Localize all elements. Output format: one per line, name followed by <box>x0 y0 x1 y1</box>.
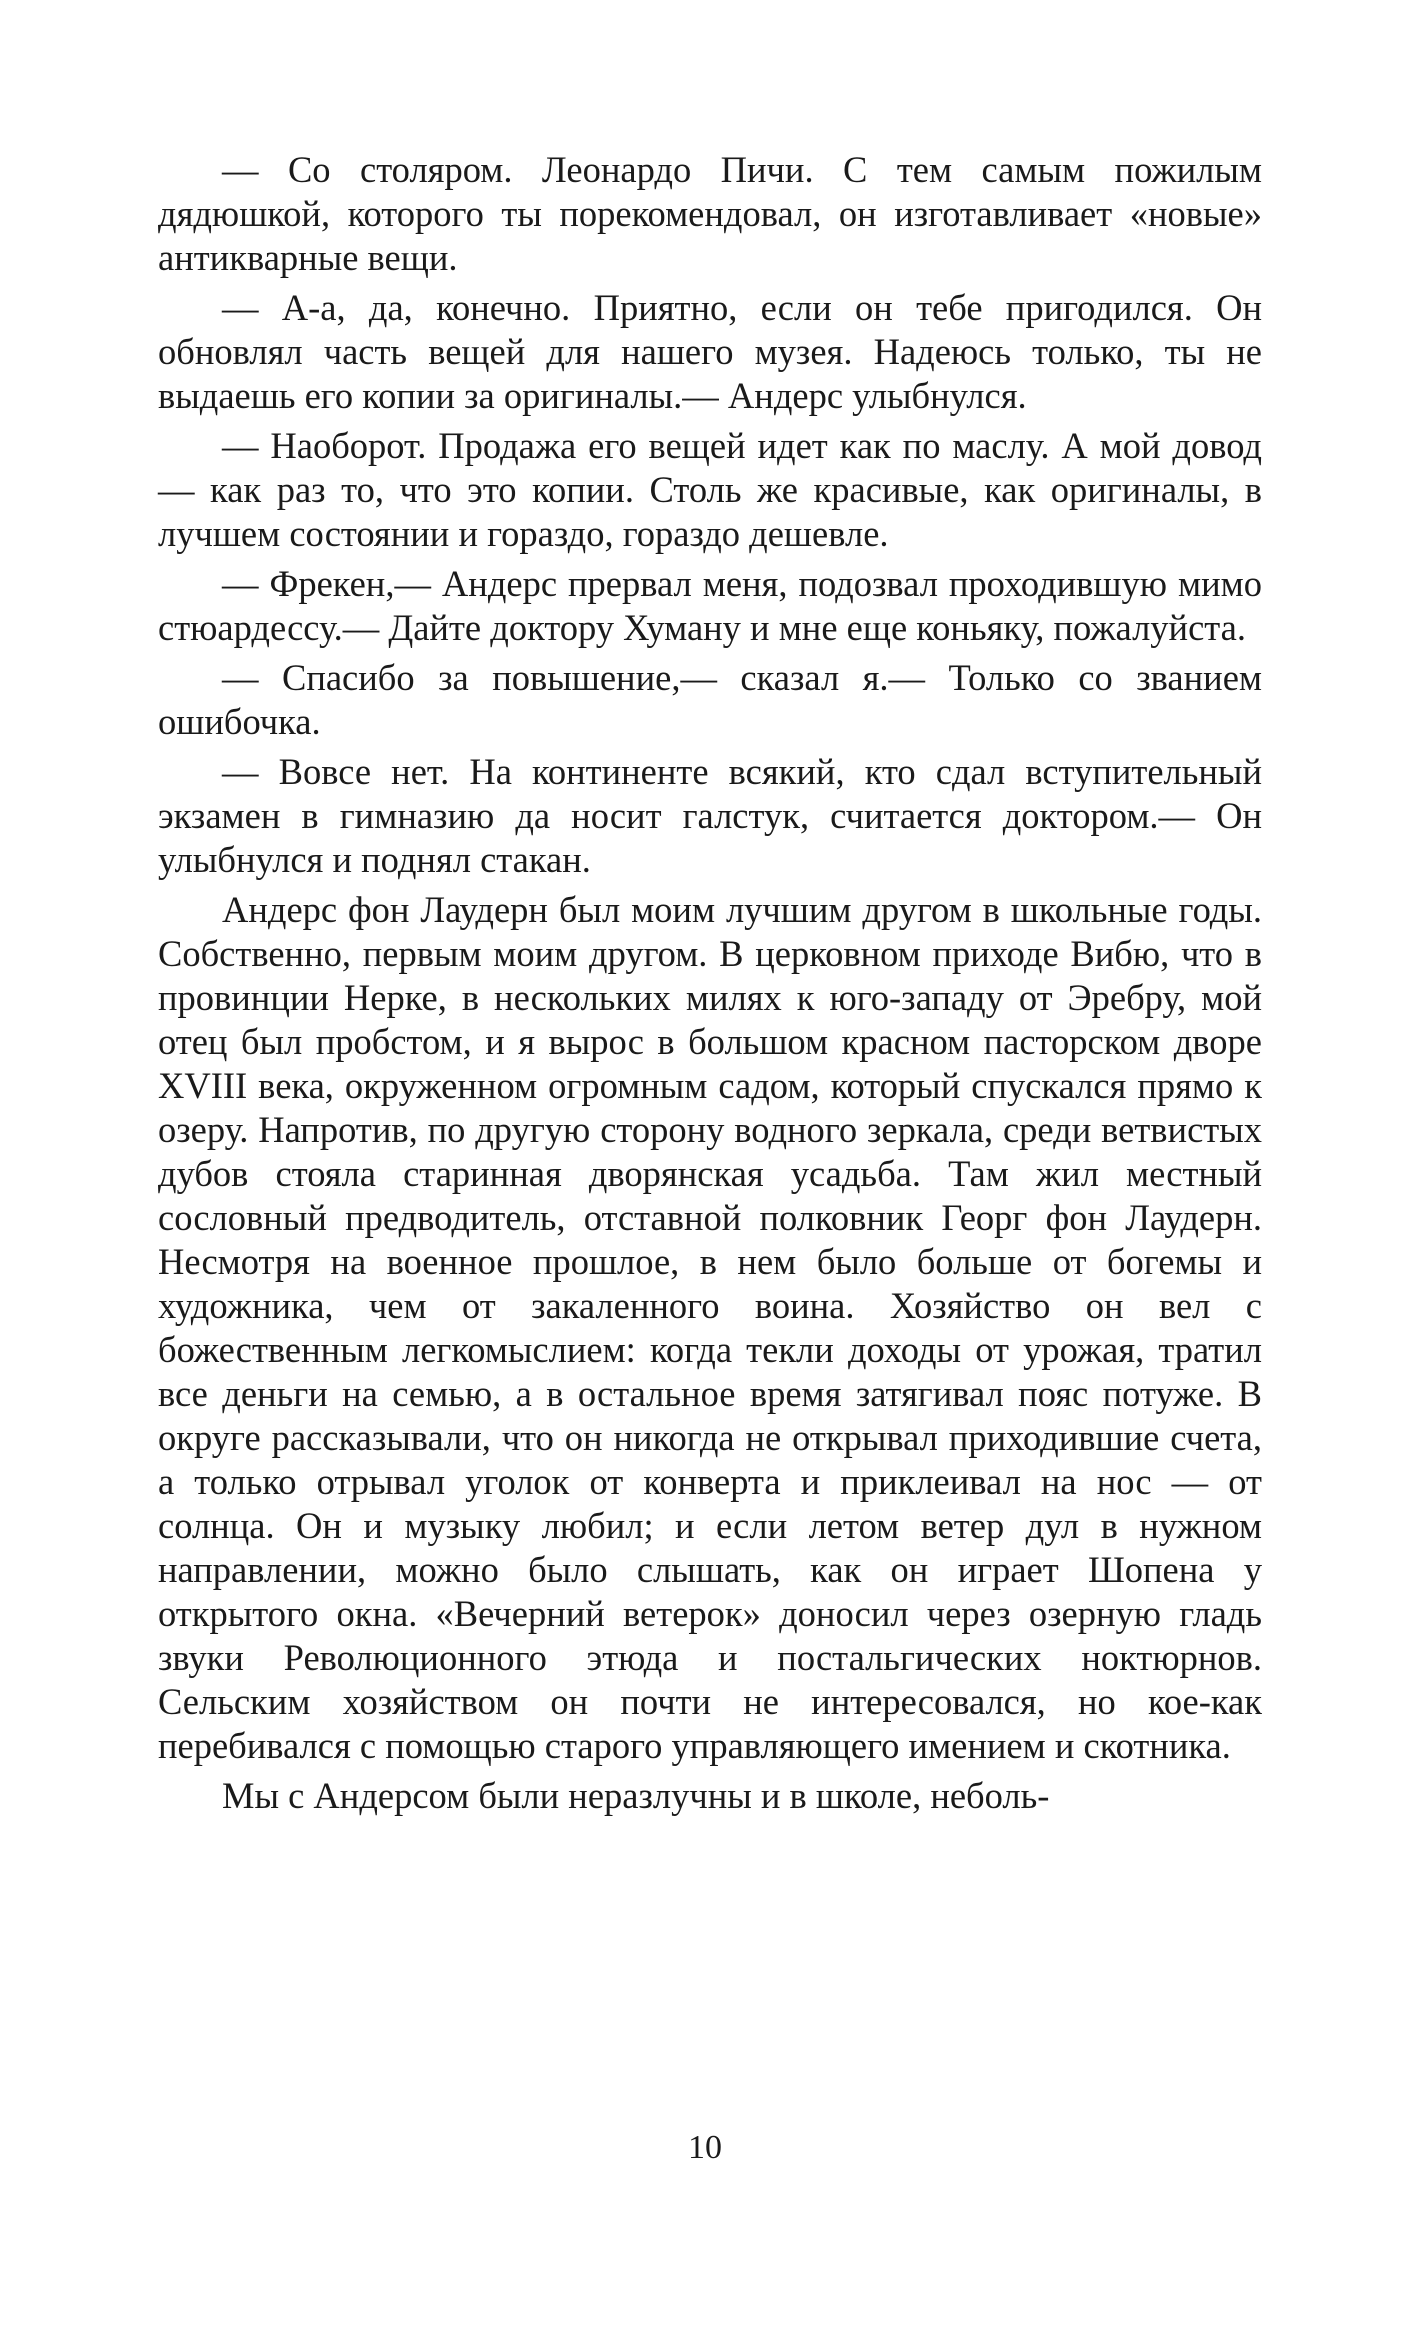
body-text <box>158 148 1262 1824</box>
paragraph-7: Андерс фон Лаудерн был моим лучшим другом в школьные годы. Собственно, первым моим другом. В церковном приходе Вибю, что в провинции Нерке, в нескольких милях к юго-западу от Эребру, мой отец был пробстом, и я вырос в большом красном пасторском дворе XVIII века, окруженном огромным садом, который спускался прямо к озеру. Напротив, по другую сторону водного зеркала, среди ветвистых дубов стояла старинная дворянская усадьба. Там жил местный сословный предводитель, отставной полковник Георг фон Лаудерн. Несмотря на военное прошлое, в нем было больше от богемы и художника, чем от закаленного воина. Хозяйство он вел с божественным легкомыслием: когда текли доходы от урожая, тратил все деньги на семью, а в остальное время затягивал пояс потуже. В округе рассказывали, что он никогда не открывал приходившие счета, а только отрывал уголок от конверта и приклеивал на нос — от солнца. Он и музыку любил; и если летом ветер дул в нужном направлении, можно было слышать, как он играет Шопена у открытого окна. «Вечерний ветерок» доносил через озерную гладь звуки Революционного этюда и постальгических ноктюрнов. Сельским хозяйством он почти не интересовался, но кое-как перебивался с помощью старого управляющего имением и скотника. <box>158 889 1262 1766</box>
page-number: 10 <box>688 2129 722 2166</box>
paragraph-2: — А-а, да, конечно. Приятно, если он тебе пригодился. Он обновлял часть вещей для нашего музея. Надеюсь только, ты не выдаешь его копии за оригиналы.— Андерс улыбнулся. <box>158 287 1262 416</box>
paragraph-8: Мы с Андерсом были неразлучны и в школе, неболь- <box>222 1775 1050 1816</box>
paragraph-5: — Спасибо за повышение,— сказал я.— Только со званием ошибочка. <box>158 657 1262 742</box>
paragraph-4: — Фрекен,— Андерс прервал меня, подозвал проходившую мимо стюардессу.— Дайте доктору Хуману и мне еще коньяку, пожалуйста. <box>158 563 1262 648</box>
paragraph-1: — Со столяром. Леонардо Пичи. С тем самым пожилым дядюшкой, которого ты порекомендовал, он изготавливает «новые» антикварные вещи. <box>158 149 1262 278</box>
paragraph-3: — Наоборот. Продажа его вещей идет как по маслу. А мой довод — как раз то, что это копии. Столь же красивые, как оригиналы, в лучшем состоянии и гораздо, гораздо дешевле. <box>158 425 1262 554</box>
paragraph-6: — Вовсе нет. На континенте всякий, кто сдал вступительный экзамен в гимназию да носит галстук, считается доктором.— Он улыбнулся и поднял стакан. <box>158 751 1262 880</box>
